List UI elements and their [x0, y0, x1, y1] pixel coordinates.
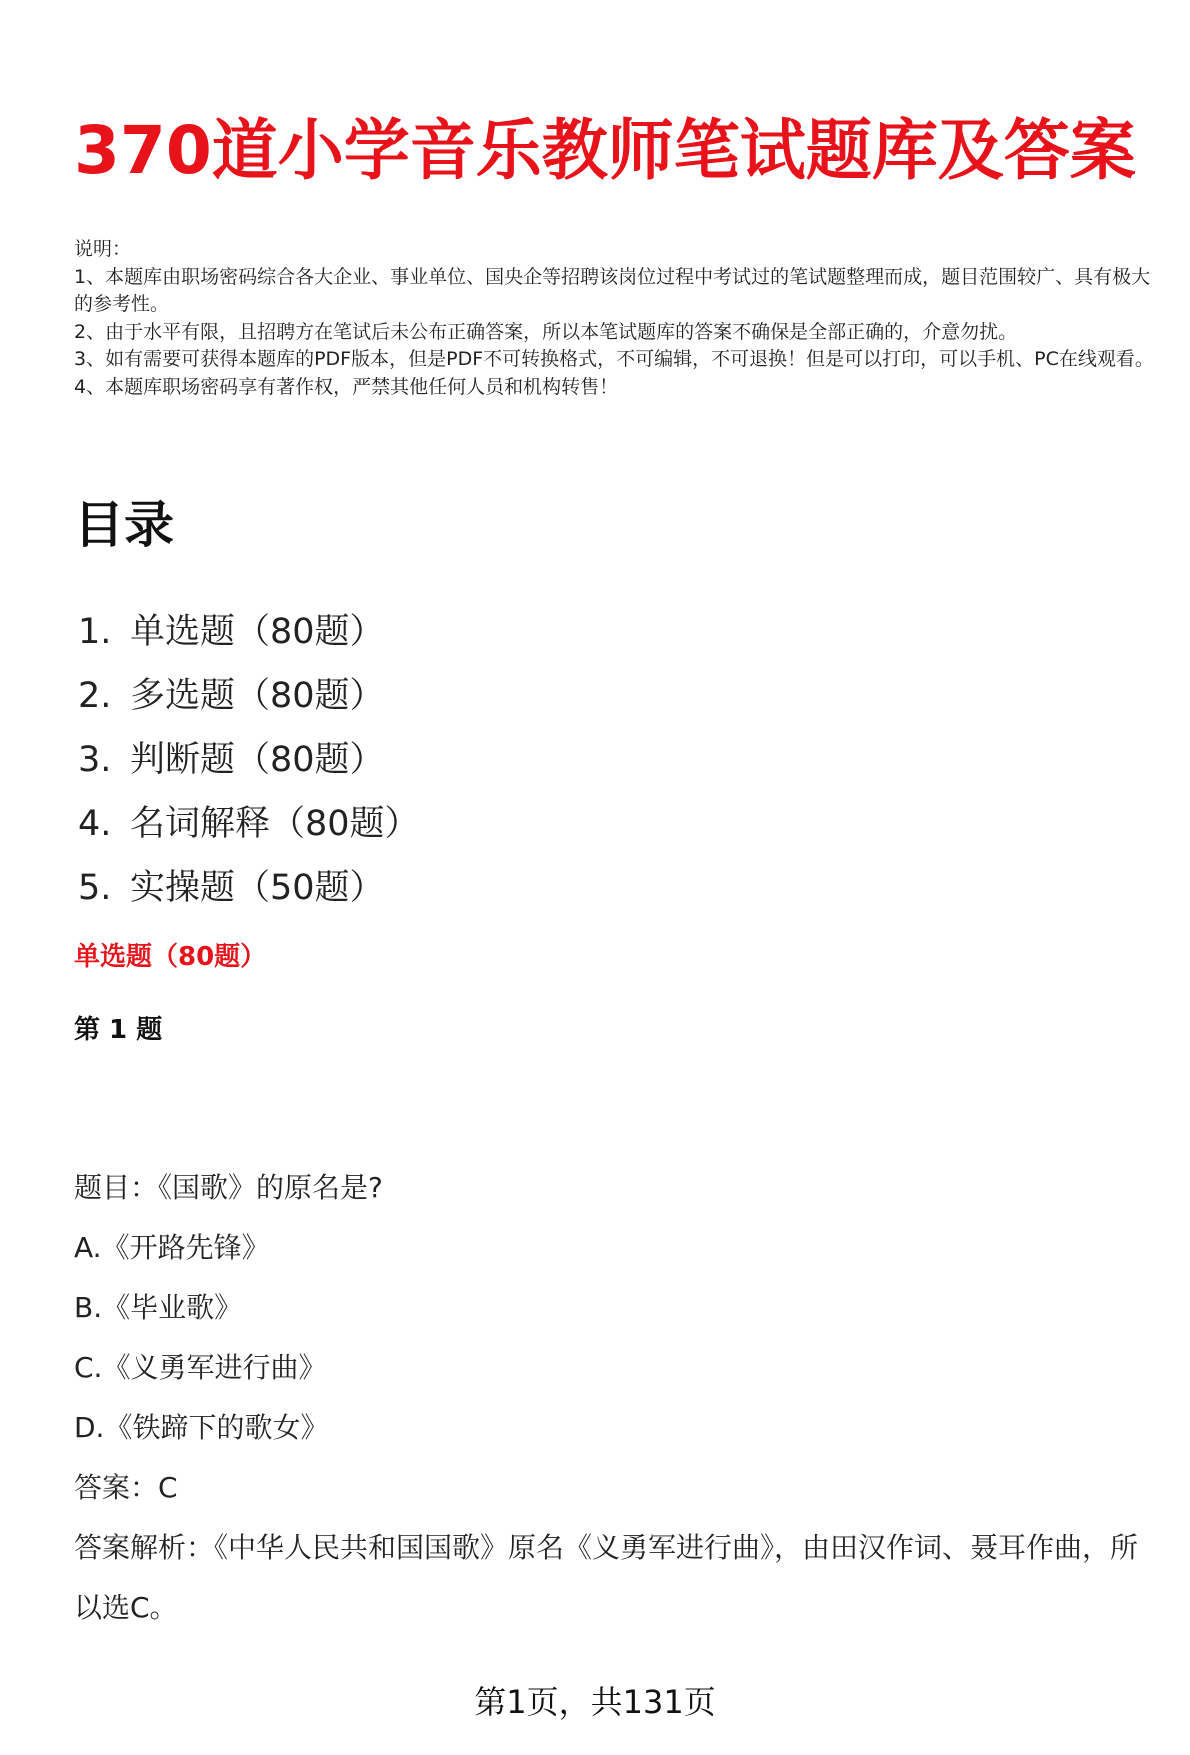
option-a: A.《开路先锋》	[74, 1231, 270, 1264]
answer-analysis: 答案解析：《中华人民共和国国歌》原名《义勇军进行曲》，由田汉作词、聂耳作曲，所以选C。	[74, 1531, 1139, 1624]
question-stem: 题目：《国歌》的原名是?	[74, 1171, 383, 1204]
toc-item[interactable]	[78, 728, 420, 792]
toc-item[interactable]	[78, 792, 420, 856]
note-item: 2、由于水平有限，且招聘方在笔试后未公布正确答案，所以本笔试题库的答案不确保是全部正确的，介意勿扰。	[74, 320, 1018, 343]
toc-item[interactable]	[78, 600, 420, 664]
note-item: 4、本题库职场密码享有著作权，严禁其他任何人员和机构转售！	[74, 375, 619, 398]
table-of-contents	[78, 600, 420, 920]
note-item: 1、本题库由职场密码综合各大企业、事业单位、国央企等招聘该岗位过程中考试过的笔试题整理而成，题目范围较广、具有极大的参考性。	[74, 265, 1151, 315]
section-title: 单选题（80题）	[74, 942, 267, 972]
toc-item-label: 实操题（50题）	[130, 868, 385, 908]
toc-item-number: 2.	[78, 676, 112, 716]
question-block	[74, 1158, 1164, 1638]
toc-item-number: 1.	[78, 612, 112, 652]
question-number: 第 1 题	[74, 1015, 163, 1045]
option-c: C.《义勇军进行曲》	[74, 1351, 327, 1384]
toc-item-label: 单选题（80题）	[130, 612, 385, 652]
document-title: 370道小学音乐教师笔试题库及答案	[74, 112, 1136, 189]
page-footer: 第1页，共131页	[474, 1683, 716, 1721]
toc-item-label: 多选题（80题）	[130, 676, 385, 716]
toc-heading: 目录	[74, 496, 174, 554]
toc-item-number: 5.	[78, 868, 112, 908]
toc-item-label: 判断题（80题）	[130, 740, 385, 780]
toc-item-number: 3.	[78, 740, 112, 780]
option-d: D.《铁蹄下的歌女》	[74, 1411, 329, 1444]
toc-item[interactable]	[78, 856, 420, 920]
option-b: B.《毕业歌》	[74, 1291, 243, 1324]
answer: 答案：C	[74, 1471, 178, 1504]
notes-heading: 说明：	[74, 238, 132, 260]
toc-item-label: 名词解释（80题）	[130, 804, 420, 844]
toc-item-number: 4.	[78, 804, 112, 844]
note-item: 3、如有需要可获得本题库的PDF版本，但是PDF不可转换格式，不可编辑，不可退换！但是可以打印，可以手机、PC在线观看。	[74, 348, 1154, 370]
notes-block	[74, 236, 1159, 401]
toc-item[interactable]	[78, 664, 420, 728]
